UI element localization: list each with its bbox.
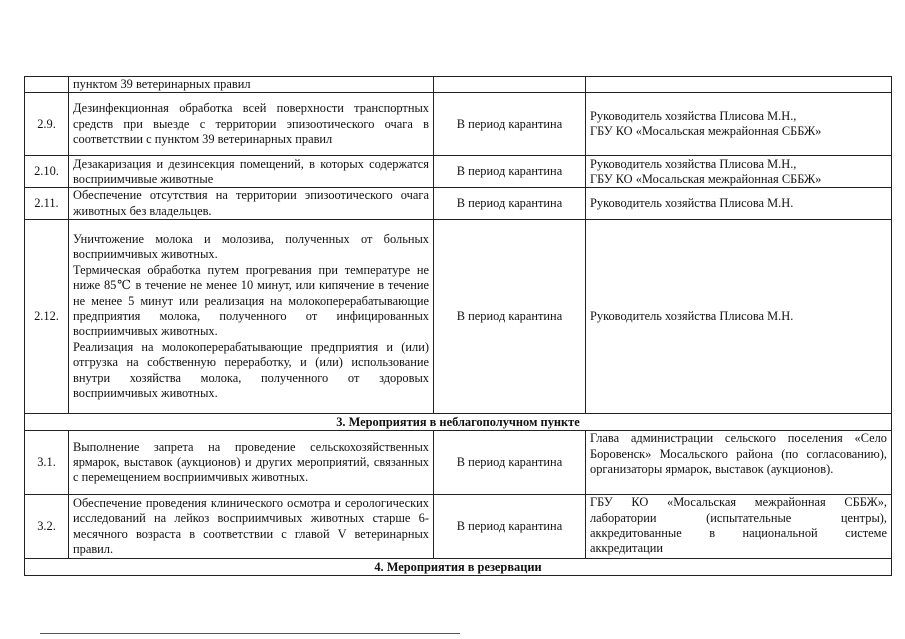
measure-text: Выполнение запрета на проведение сельскохозяйственных ярмарок, выставок (аукционов) и других мероприятий, связанных с перемещением восприимчивых животных. [69, 431, 434, 495]
section-header [25, 559, 892, 576]
measure-text: Дезинфекционная обработка всей поверхности транспортных средств при выезде с территории эпизоотического очага в соответствии с пунктом 39 ветеринарных правил [69, 93, 434, 156]
row-number [25, 77, 69, 93]
table-row [25, 77, 892, 93]
responsible-cell: Руководитель хозяйства Плисова М.Н. [586, 220, 892, 414]
section-title: 4. Мероприятия в резервации [25, 559, 892, 576]
table-row [25, 431, 892, 495]
measure-text: Уничтожение молока и молозива, полученных от больных восприимчивых животных. Термическая обработка путем прогревания при температуре не ниже 85℃ в течение не менее 10 минут, или кипячение в течение не менее 5 минут или реализация на молокоперерабатывающие предприятия молока, полученного от инфицированных восприимчивых животных. Реализация на молокоперерабатывающие предприятия и (или) отгрузка на собственную переработку, и (или) использование внутри хозяйства молока, полученного от здоровых восприимчивых животных. [69, 220, 434, 414]
period-cell [434, 77, 586, 93]
measures-table [24, 76, 892, 576]
row-number: 2.12. [25, 220, 69, 414]
period-cell: В период карантина [434, 495, 586, 559]
period-cell: В период карантина [434, 93, 586, 156]
row-number: 3.1. [25, 431, 69, 495]
row-number: 2.10. [25, 156, 69, 188]
row-number: 2.9. [25, 93, 69, 156]
responsible-cell: ГБУ КО «Мосальская межрайонная СББЖ», лаборатории (испытательные центры), аккредитованные в национальной системе аккредитации [586, 495, 892, 559]
period-cell: В период карантина [434, 431, 586, 495]
table-row [25, 188, 892, 220]
responsible-cell: Руководитель хозяйства Плисова М.Н., ГБУ КО «Мосальская межрайонная СББЖ» [586, 156, 892, 188]
measure-text: пунктом 39 ветеринарных правил [69, 77, 434, 93]
row-number: 3.2. [25, 495, 69, 559]
section-title: 3. Мероприятия в неблагополучном пункте [25, 414, 892, 431]
measure-text: Обеспечение отсутствия на территории эпизоотического очага животных без владельцев. [69, 188, 434, 220]
period-cell: В период карантина [434, 188, 586, 220]
measure-text: Обеспечение проведения клинического осмотра и серологических исследований на лейкоз восприимчивых животных старше 6-месячного возраста в соответствии с главой V ветеринарных правил. [69, 495, 434, 559]
table-row [25, 156, 892, 188]
responsible-cell: Руководитель хозяйства Плисова М.Н., ГБУ КО «Мосальская межрайонная СББЖ» [586, 93, 892, 156]
period-cell: В период карантина [434, 220, 586, 414]
period-cell: В период карантина [434, 156, 586, 188]
responsible-cell [586, 77, 892, 93]
responsible-cell: Руководитель хозяйства Плисова М.Н. [586, 188, 892, 220]
table-row [25, 495, 892, 559]
section-header [25, 414, 892, 431]
measure-text: Дезакаризация и дезинсекция помещений, в которых содержатся восприимчивые животные [69, 156, 434, 188]
responsible-cell: Глава администрации сельского поселения «Село Боровенск» Мосальского района (по согласованию), организаторы ярмарок, выставок (аукционов). [586, 431, 892, 495]
row-number: 2.11. [25, 188, 69, 220]
table-row [25, 93, 892, 156]
table-row [25, 220, 892, 414]
footer-rule [40, 633, 460, 634]
